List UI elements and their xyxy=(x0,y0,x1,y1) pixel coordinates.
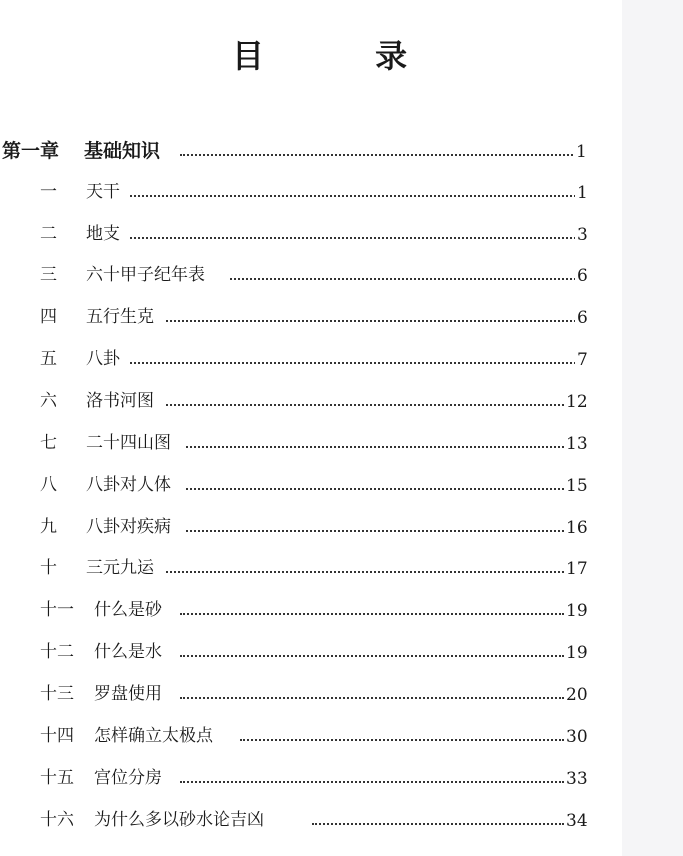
toc-entry[interactable] xyxy=(0,386,622,416)
dot-leader xyxy=(180,697,564,699)
entry-label: 八卦对疾病 xyxy=(86,512,175,542)
entry-number: 十三 xyxy=(40,684,74,704)
entry-number: 十二 xyxy=(40,642,74,662)
entry-label: 怎样确立太极点 xyxy=(94,721,217,751)
entry-number: 十四 xyxy=(40,726,74,746)
entry-page-number: 1 xyxy=(575,177,588,209)
toc-entry[interactable] xyxy=(0,512,622,542)
entry-number: 十五 xyxy=(40,768,74,788)
toc-entry[interactable] xyxy=(0,177,622,207)
dot-leader xyxy=(186,446,564,448)
entry-label: 五行生克 xyxy=(86,302,158,332)
entry-page-number: 3 xyxy=(575,219,588,251)
toc-entry[interactable] xyxy=(0,805,622,835)
dot-leader xyxy=(166,404,564,406)
toc-entry[interactable] xyxy=(0,679,622,709)
entry-page-number: 7 xyxy=(575,344,588,376)
entry-page-number: 30 xyxy=(564,721,588,753)
dot-leader xyxy=(180,613,564,615)
toc-entry[interactable] xyxy=(0,302,622,332)
dot-leader xyxy=(130,195,576,197)
entry-page-number: 19 xyxy=(564,595,588,627)
entry-number: 二 xyxy=(40,224,57,244)
toc-entry[interactable] xyxy=(0,470,622,500)
dot-leader xyxy=(180,655,564,657)
entry-page-number: 13 xyxy=(564,428,588,460)
entry-number: 十 xyxy=(40,558,57,578)
dot-leader xyxy=(230,278,576,280)
entry-page-number: 19 xyxy=(564,637,588,669)
dot-leader xyxy=(186,530,564,532)
entry-label: 天干 xyxy=(86,177,124,207)
toc-entry[interactable] xyxy=(0,637,622,667)
toc-title: 目 录 xyxy=(232,37,458,75)
chapter-page-number: 1 xyxy=(574,136,587,168)
toc-entry[interactable] xyxy=(0,721,622,751)
entry-number: 三 xyxy=(40,265,57,285)
entry-number: 六 xyxy=(40,391,57,411)
entry-number: 十六 xyxy=(40,810,74,830)
entry-page-number: 20 xyxy=(564,679,588,711)
entry-label: 什么是砂 xyxy=(94,595,166,625)
dot-leader xyxy=(312,823,564,825)
entry-label: 六十甲子纪年表 xyxy=(86,260,209,290)
entry-label: 八卦 xyxy=(86,344,124,374)
entry-page-number: 17 xyxy=(564,553,588,585)
entry-label: 八卦对人体 xyxy=(86,470,175,500)
entry-label: 罗盘使用 xyxy=(94,679,166,709)
entry-number: 九 xyxy=(40,517,57,537)
entry-page-number: 34 xyxy=(564,805,588,837)
dot-leader xyxy=(166,571,564,573)
toc-chapter-row[interactable] xyxy=(0,136,622,166)
entry-label: 洛书河图 xyxy=(86,386,158,416)
dot-leader xyxy=(186,488,564,490)
dot-leader xyxy=(130,237,576,239)
entry-label: 三元九运 xyxy=(86,553,158,583)
chapter-label: 基础知识 xyxy=(84,136,164,166)
dot-leader xyxy=(180,781,564,783)
dot-leader xyxy=(240,739,564,741)
entry-number: 七 xyxy=(40,433,57,453)
entry-page-number: 15 xyxy=(564,470,588,502)
toc-entry[interactable] xyxy=(0,595,622,625)
dot-leader xyxy=(166,320,576,322)
entry-number: 八 xyxy=(40,475,57,495)
toc-entry[interactable] xyxy=(0,428,622,458)
entry-page-number: 6 xyxy=(575,260,588,292)
toc-entry[interactable] xyxy=(0,763,622,793)
entry-page-number: 6 xyxy=(575,302,588,334)
toc-entry[interactable] xyxy=(0,553,622,583)
entry-page-number: 16 xyxy=(564,512,588,544)
dot-leader xyxy=(180,154,576,156)
entry-number: 四 xyxy=(40,307,57,327)
entry-page-number: 12 xyxy=(564,386,588,418)
entry-label: 为什么多以砂水论吉凶 xyxy=(94,805,268,835)
entry-label: 什么是水 xyxy=(94,637,166,667)
entry-label: 宫位分房 xyxy=(94,763,166,793)
entry-label: 地支 xyxy=(86,219,124,249)
dot-leader xyxy=(130,362,576,364)
entry-number: 一 xyxy=(40,182,57,202)
entry-number: 五 xyxy=(40,349,57,369)
entry-label: 二十四山图 xyxy=(86,428,175,458)
toc-entry[interactable] xyxy=(0,219,622,249)
toc-entry[interactable] xyxy=(0,344,622,374)
toc-entry[interactable] xyxy=(0,260,622,290)
chapter-number: 第一章 xyxy=(2,140,60,162)
side-panel xyxy=(622,0,683,856)
entry-number: 十一 xyxy=(40,600,74,620)
entry-page-number: 33 xyxy=(564,763,588,795)
